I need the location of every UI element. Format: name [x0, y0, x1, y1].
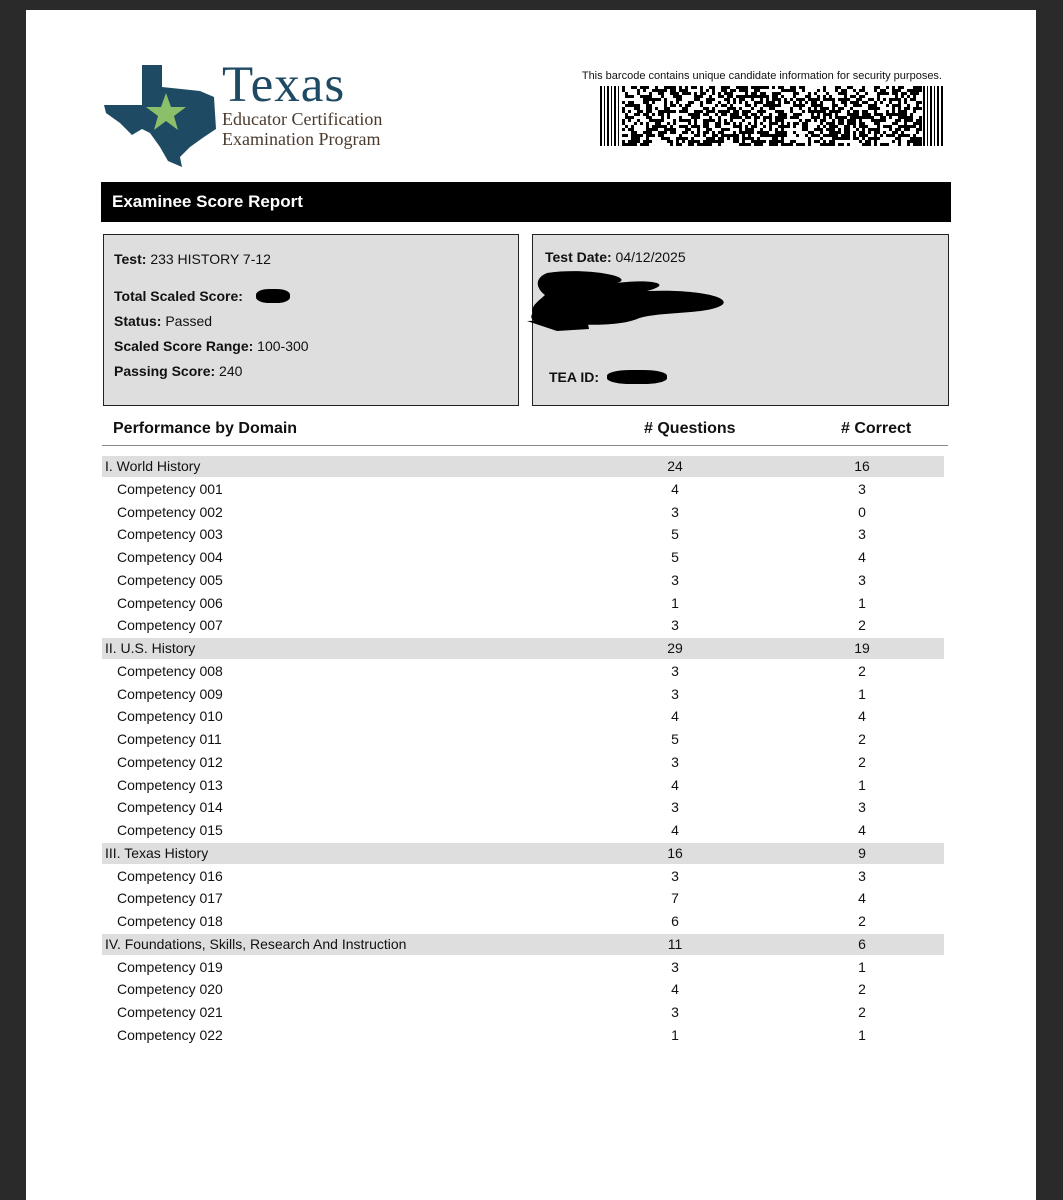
row-questions: 5: [671, 549, 679, 565]
row-questions: 1: [671, 594, 679, 611]
competency-row: [102, 706, 944, 727]
range-label: Scaled Score Range:: [114, 338, 254, 354]
row-correct: 9: [858, 844, 866, 861]
row-questions: 3: [671, 503, 679, 520]
tea-id-field: [549, 369, 599, 385]
row-correct: 3: [858, 480, 866, 497]
row-correct: 0: [858, 503, 866, 520]
domain-row: [102, 456, 944, 477]
competency-row: [102, 911, 944, 932]
row-correct: 3: [858, 799, 866, 816]
row-correct: 19: [854, 640, 870, 656]
row-label: Competency 011: [117, 731, 222, 747]
competency-row: [102, 979, 944, 1000]
row-correct: 2: [858, 753, 866, 770]
competency-row: [102, 957, 944, 978]
passing-label: Passing Score:: [114, 363, 216, 379]
competency-row: [102, 752, 944, 773]
row-label: Competency 019: [117, 958, 223, 975]
row-questions: 5: [671, 731, 679, 747]
row-questions: 3: [671, 685, 679, 702]
row-questions: 11: [667, 935, 683, 952]
row-correct: 2: [858, 662, 866, 679]
status-value: Passed: [165, 313, 213, 329]
row-label: Competency 002: [117, 503, 223, 520]
row-correct: 4: [858, 549, 866, 565]
row-label: II. U.S. History: [105, 640, 196, 656]
row-label: Competency 005: [117, 571, 223, 588]
row-questions: 3: [671, 799, 679, 816]
row-label: Competency 017: [117, 890, 223, 907]
competency-row: [102, 615, 944, 636]
redaction-score: [256, 289, 290, 303]
row-label: Competency 001: [117, 480, 223, 497]
row-label: I. World History: [105, 458, 201, 474]
test-date-value: 04/12/2025: [615, 249, 686, 265]
barcode-note: This barcode contains unique candidate information for security purposes.: [581, 70, 942, 82]
row-questions: 3: [671, 753, 679, 770]
logo-subtitle: [222, 109, 382, 149]
row-correct: 6: [858, 935, 866, 952]
domain-row: [102, 934, 944, 955]
test-field: [114, 251, 271, 267]
row-questions: 3: [671, 958, 679, 975]
row-questions: 4: [671, 822, 679, 838]
logo-subtitle-line1: Educator Certification: [222, 109, 383, 129]
row-label: Competency 021: [117, 1004, 223, 1020]
row-label: Competency 010: [117, 708, 223, 725]
row-correct: 2: [858, 1004, 866, 1020]
tea-id-label: TEA ID:: [549, 369, 600, 385]
row-label: Competency 007: [117, 617, 223, 634]
header-divider: [102, 445, 948, 446]
competency-row: [102, 661, 944, 682]
row-questions: 5: [671, 526, 679, 543]
passing-field: [114, 363, 242, 379]
test-value: 233 HISTORY 7-12: [150, 251, 271, 267]
row-label: Competency 012: [117, 753, 223, 770]
range-value: 100-300: [257, 338, 309, 354]
row-correct: 2: [858, 617, 866, 634]
competency-row: [102, 888, 944, 909]
row-correct: 3: [858, 867, 866, 884]
row-correct: 4: [858, 890, 866, 907]
competency-row: [102, 775, 944, 796]
row-correct: 2: [858, 731, 866, 747]
row-label: IV. Foundations, Skills, Research And Instruction: [105, 935, 407, 952]
row-questions: 3: [671, 662, 679, 679]
row-label: Competency 014: [117, 799, 223, 816]
test-date-field: [545, 249, 686, 265]
examinee-box: [532, 234, 949, 406]
row-label: Competency 020: [117, 981, 223, 998]
row-correct: 4: [858, 708, 866, 725]
redaction-name-address: [527, 269, 737, 339]
status-field: [114, 313, 212, 329]
total-score-field: [114, 288, 243, 304]
row-correct: 1: [858, 1026, 866, 1043]
row-questions: 4: [671, 776, 679, 793]
competency-row: [102, 729, 944, 750]
logo-subtitle-line2: Examination Program: [222, 129, 381, 149]
barcode: [600, 86, 943, 146]
row-questions: 3: [671, 571, 679, 588]
row-questions: 4: [671, 480, 679, 497]
row-questions: 24: [667, 458, 683, 474]
row-questions: 6: [671, 913, 679, 929]
passing-value: 240: [219, 363, 243, 379]
score-report-page: [26, 10, 1036, 1200]
row-questions: 7: [671, 890, 679, 907]
redaction-tea-id: [607, 370, 667, 384]
row-correct: 1: [858, 685, 866, 702]
total-score-label: Total Scaled Score:: [114, 288, 243, 304]
row-correct: 2: [858, 981, 866, 998]
logo-title: Texas: [222, 57, 346, 113]
test-date-label: Test Date:: [545, 249, 612, 265]
competency-row: [102, 502, 944, 523]
competency-row: [102, 1002, 944, 1023]
row-correct: 1: [858, 958, 866, 975]
competency-row: [102, 1025, 944, 1046]
competency-row: [102, 593, 944, 614]
row-questions: 3: [671, 867, 679, 884]
row-questions: 16: [667, 844, 683, 861]
row-label: Competency 013: [117, 776, 223, 793]
row-label: Competency 022: [117, 1026, 223, 1043]
header-domain: Performance by Domain: [113, 420, 298, 437]
row-label: Competency 009: [117, 685, 223, 702]
competency-row: [102, 547, 944, 568]
row-correct: 2: [858, 913, 866, 929]
row-label: III. Texas History: [105, 844, 209, 861]
competency-row: [102, 820, 944, 841]
domain-row: [102, 843, 944, 864]
competency-row: [102, 797, 944, 818]
row-label: Competency 004: [117, 549, 223, 565]
row-questions: 4: [671, 981, 679, 998]
test-summary-box: [103, 234, 519, 406]
row-correct: 1: [858, 776, 866, 793]
row-questions: 4: [671, 708, 679, 725]
report-title: Examinee Score Report: [101, 182, 951, 222]
row-correct: 16: [854, 458, 870, 474]
row-label: Competency 018: [117, 913, 223, 929]
row-label: Competency 003: [117, 526, 223, 543]
header-correct: # Correct: [841, 420, 912, 437]
status-label: Status:: [114, 313, 162, 329]
row-questions: 1: [671, 1026, 679, 1043]
row-label: Competency 016: [117, 867, 223, 884]
range-field: [114, 338, 309, 354]
competency-row: [102, 866, 944, 887]
competency-row: [102, 684, 944, 705]
test-label: Test:: [114, 251, 147, 267]
row-questions: 3: [671, 1004, 679, 1020]
competency-row: [102, 479, 944, 500]
domain-row: [102, 638, 944, 659]
header-questions: # Questions: [644, 420, 736, 437]
row-questions: 3: [671, 617, 679, 634]
row-correct: 3: [858, 571, 866, 588]
row-correct: 3: [858, 526, 866, 543]
row-correct: 4: [858, 822, 866, 838]
row-questions: 29: [667, 640, 683, 656]
row-label: Competency 008: [117, 662, 223, 679]
competency-row: [102, 570, 944, 591]
row-label: Competency 015: [117, 822, 223, 838]
row-correct: 1: [858, 594, 866, 611]
competency-row: [102, 524, 944, 545]
row-label: Competency 006: [117, 594, 223, 611]
